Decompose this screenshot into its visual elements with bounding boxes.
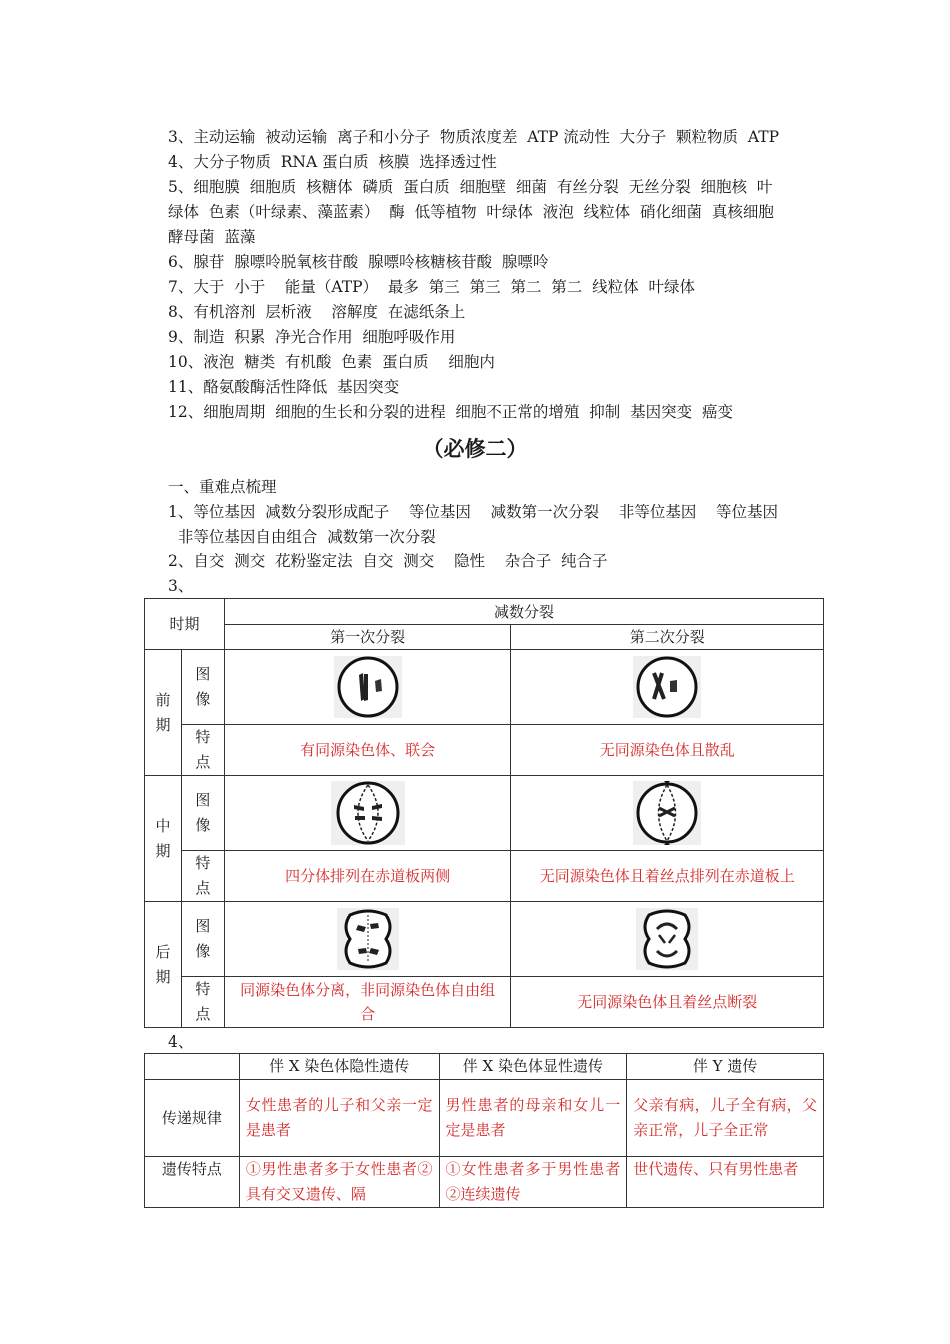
metaphase-1-image xyxy=(224,776,511,851)
feature-label: 特点 xyxy=(181,977,224,1028)
stage-label: 中期 xyxy=(145,776,182,902)
anaphase-2-image xyxy=(511,902,824,977)
y-linked-transmission: 父亲有病，儿子全有病，父亲正常，儿子全正常 xyxy=(627,1080,824,1157)
second-division-header: 第二次分裂 xyxy=(511,625,824,650)
first-division-header: 第一次分裂 xyxy=(224,625,511,650)
metaphase-1-feature: 四分体排列在赤道板两侧 xyxy=(224,851,511,902)
x-recessive-features: ①男性患者多于女性患者②具有交叉遗传、隔 xyxy=(239,1157,439,1208)
x-dominant-transmission: 男性患者的母亲和女儿一定是患者 xyxy=(439,1080,627,1157)
answer-line: 10、液泡 糖类 有机酸 色素 蛋白质 细胞内 xyxy=(168,353,495,371)
image-label: 图像 xyxy=(181,776,224,851)
prophase-1-image xyxy=(224,650,511,725)
meiosis-header: 减数分裂 xyxy=(224,599,823,625)
anaphase-1-image xyxy=(224,902,511,977)
answer-line: 7、大于 小于 能量（ATP） 最多 第三 第三 第二 第二 线粒体 叶绿体 xyxy=(168,278,696,296)
answer-line: 非等位基因自由组合 减数第一次分裂 xyxy=(168,528,436,546)
meiosis-table xyxy=(144,598,824,1028)
answer-line: 1、等位基因 减数分裂形成配子 等位基因 减数第一次分裂 非等位基因 等位基因 xyxy=(168,503,779,521)
inheritance-table xyxy=(144,1053,824,1208)
answer-line: 2、自交 测交 花粉鉴定法 自交 测交 隐性 杂合子 纯合子 xyxy=(168,552,608,570)
anaphase-1-feature: 同源染色体分离，非同源染色体自由组合 xyxy=(224,977,511,1028)
feature-label: 特点 xyxy=(181,851,224,902)
prophase-2-image xyxy=(511,650,824,725)
stage-label: 后期 xyxy=(145,902,182,1028)
image-label: 图像 xyxy=(181,902,224,977)
answer-line: 一、重难点梳理 xyxy=(168,478,277,496)
question-label-3: 3、 xyxy=(168,577,194,595)
section-title: （必修二） xyxy=(422,436,528,461)
x-recessive-transmission: 女性患者的儿子和父亲一定是患者 xyxy=(239,1080,439,1157)
stage-label: 前期 xyxy=(145,650,182,776)
answer-line: 9、制造 积累 净光合作用 细胞呼吸作用 xyxy=(168,328,456,346)
answer-line: 绿体 色素（叶绿素、藻蓝素） 酶 低等植物 叶绿体 液泡 线粒体 硝化细菌 真核细胞 xyxy=(168,203,774,221)
answer-line: 8、有机溶剂 层析液 溶解度 在滤纸条上 xyxy=(168,303,466,321)
answer-line: 12、细胞周期 细胞的生长和分裂的进程 细胞不正常的增殖 抑制 基因突变 癌变 xyxy=(168,403,733,421)
anaphase-2-feature: 无同源染色体且着丝点断裂 xyxy=(511,977,824,1028)
period-header: 时期 xyxy=(145,599,225,650)
question-label-4: 4、 xyxy=(168,1033,194,1051)
x-dominant-features: ①女性患者多于男性患者②连续遗传 xyxy=(439,1157,627,1208)
answer-line: 4、大分子物质 RNA 蛋白质 核膜 选择透过性 xyxy=(168,153,497,171)
y-linked-features: 世代遗传、只有男性患者 xyxy=(627,1157,824,1208)
corner-cell xyxy=(145,1054,240,1080)
header-x-dominant: 伴 X 染色体显性遗传 xyxy=(439,1054,627,1080)
answer-line: 酵母菌 蓝藻 xyxy=(168,228,256,246)
header-y-linked: 伴 Y 遗传 xyxy=(627,1054,824,1080)
prophase-1-feature: 有同源染色体、联会 xyxy=(224,725,511,776)
image-label: 图像 xyxy=(181,650,224,725)
answer-line: 5、细胞膜 细胞质 核糖体 磷质 蛋白质 细胞壁 细菌 有丝分裂 无丝分裂 细胞核 叶 xyxy=(168,178,773,196)
feature-label: 特点 xyxy=(181,725,224,776)
prophase-2-feature: 无同源染色体且散乱 xyxy=(511,725,824,776)
answer-line: 11、酪氨酸酶活性降低 基因突变 xyxy=(168,378,400,396)
answer-line: 6、腺苷 腺嘌呤脱氧核苷酸 腺嘌呤核糖核苷酸 腺嘌呤 xyxy=(168,253,549,271)
row-label-features: 遗传特点 xyxy=(145,1157,240,1208)
metaphase-2-image xyxy=(511,776,824,851)
header-x-recessive: 伴 X 染色体隐性遗传 xyxy=(239,1054,439,1080)
metaphase-2-feature: 无同源染色体且着丝点排列在赤道板上 xyxy=(511,851,824,902)
answer-line: 3、主动运输 被动运输 离子和小分子 物质浓度差 ATP 流动性 大分子 颗粒物质 ATP xyxy=(168,128,779,146)
row-label-transmission: 传递规律 xyxy=(145,1080,240,1157)
